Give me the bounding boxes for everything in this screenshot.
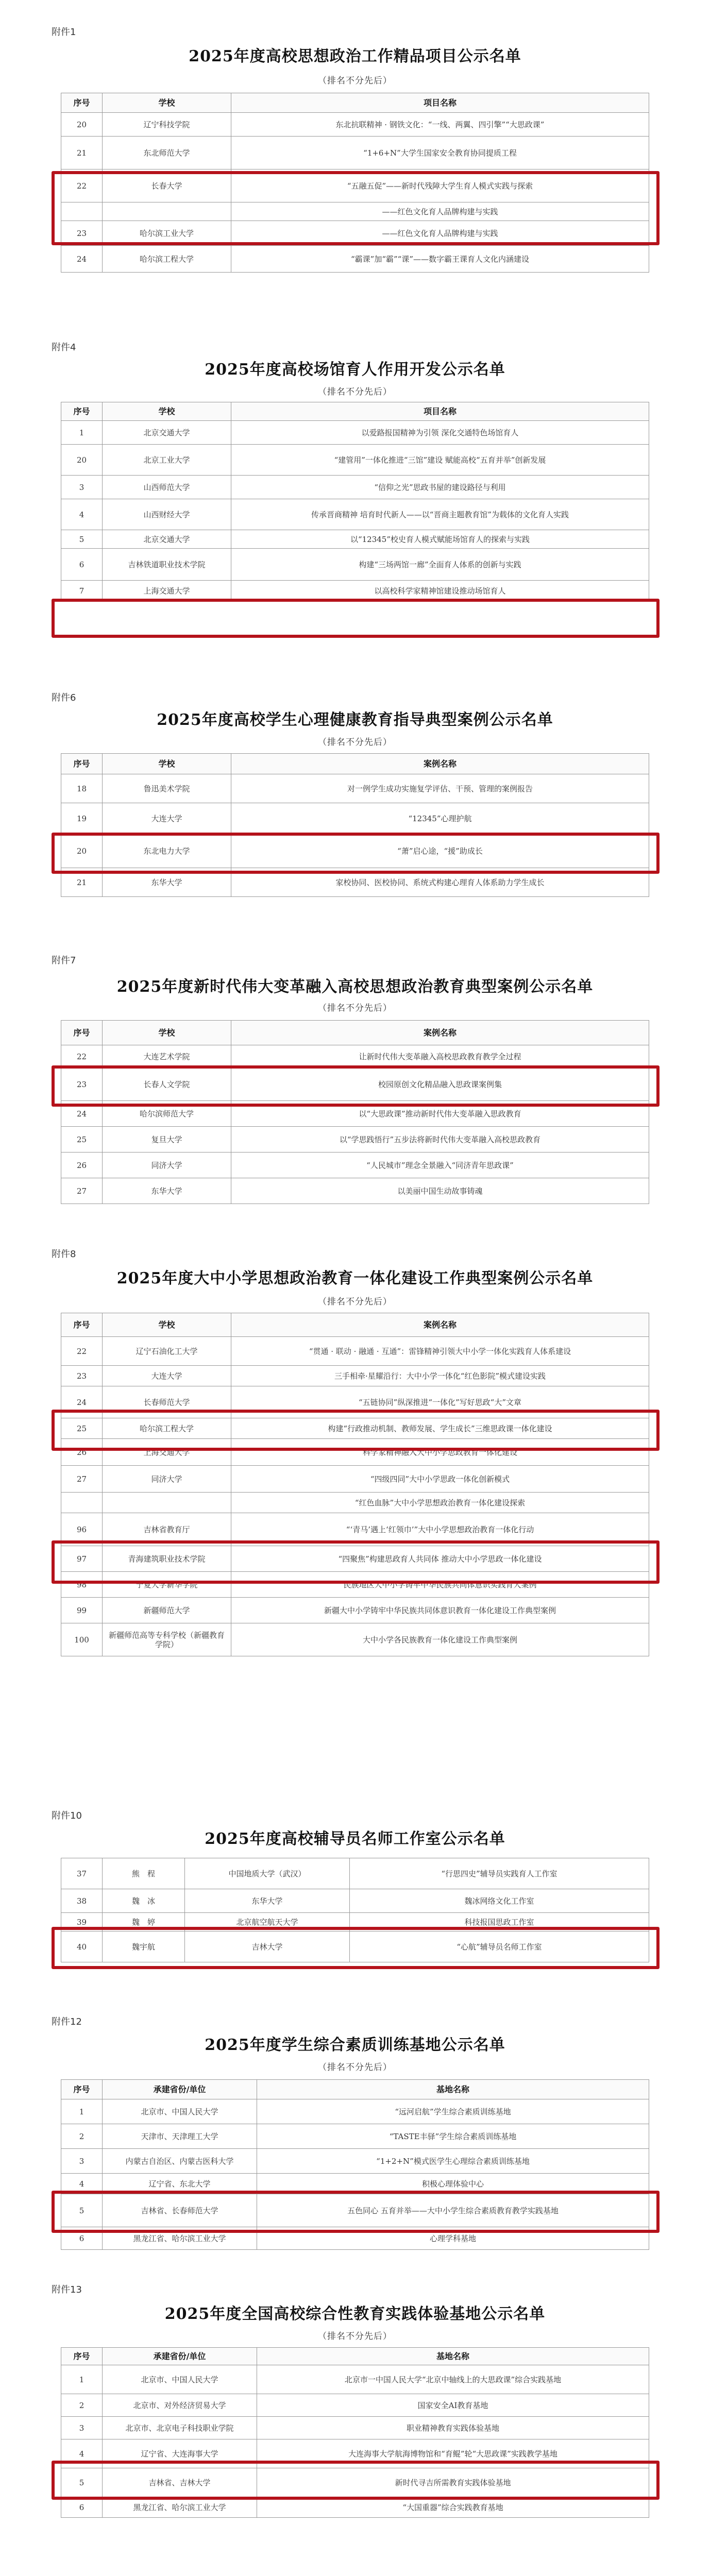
- table-row: [61, 834, 649, 868]
- case-name: 科学家精神融入大中小学思政教育一体化建设: [231, 1439, 649, 1466]
- school-name: 东北电力大学: [103, 834, 231, 868]
- row-number: 38: [61, 1889, 103, 1913]
- case-name: “五链协同”纵深推进“一体化”写好思政“大”文章: [231, 1386, 649, 1418]
- builder-unit: 辽宁省、大连海事大学: [103, 2439, 257, 2468]
- studio-name: 魏冰网络文化工作室: [350, 1889, 649, 1913]
- case-name: 以美丽中国生动故事铸魂: [231, 1178, 649, 1204]
- base-name: “大国重器”综合实践教育基地: [257, 2497, 649, 2518]
- header-cell: 序号: [61, 1021, 103, 1045]
- row-number: 27: [61, 1466, 103, 1493]
- table-row: [61, 1513, 649, 1546]
- table-row: [61, 1153, 649, 1178]
- ranking-note: （排名不分先后）: [318, 1297, 392, 1307]
- row-number: 21: [61, 868, 103, 897]
- case-name: “贯通 · 联动 · 融通 · 互通”：雷锋精神引领大中小学一体化实践育人体系建设: [231, 1337, 649, 1366]
- case-name: 让新时代伟大变革融入高校思政教育教学全过程: [231, 1045, 649, 1068]
- row-number: 6: [61, 549, 103, 581]
- case-name: “萧”启心途，“援”助成长: [231, 834, 649, 868]
- ranking-note: （排名不分先后）: [318, 2062, 392, 2073]
- project-name: “建管用”一体化推进“三馆”建设 赋能高校“五育并举”创新发展: [231, 445, 649, 476]
- ranking-note: （排名不分先后）: [318, 1003, 392, 1013]
- school-name: 吉林铁道职业技术学院: [103, 549, 231, 581]
- school-name: 东北师范大学: [103, 137, 231, 170]
- table-row: [61, 1598, 649, 1623]
- builder-unit: 黑龙江省、哈尔滨工业大学: [103, 2497, 257, 2518]
- school-name: 宁夏大学新华学院: [103, 1572, 231, 1598]
- project-name: 传承晋商精神 培育时代新人——以“晋商主题教育馆”为载体的文化育人实践: [231, 499, 649, 530]
- section-attachment-6: [0, 680, 710, 938]
- section-attachment-13: [0, 2272, 710, 2550]
- row-number: 5: [61, 2468, 103, 2497]
- school-name: 上海交通大学: [103, 1439, 231, 1466]
- table-row: [61, 1931, 649, 1962]
- school-name: 哈尔滨师范大学: [103, 1101, 231, 1127]
- header-cell: 序号: [61, 754, 103, 774]
- case-name: 校园原创文化精品融入思政课案例集: [231, 1068, 649, 1101]
- school-name: 大连艺术学院: [103, 1045, 231, 1068]
- project-name: “霸课”加“霸”“课”——数字霸王课育人文化内涵建设: [231, 246, 649, 273]
- header-cell: 承建省份/单位: [103, 2348, 257, 2365]
- case-name: “四聚焦”构建思政育人共同体 推动大中小学思政一体化建设: [231, 1546, 649, 1572]
- table-row: [61, 1546, 649, 1572]
- school-name: [103, 202, 231, 221]
- case-name: “红色血脉”大中小学思想政治教育一体化建设探索: [231, 1493, 649, 1513]
- case-name: “四级四同”大中小学思政一体化创新模式: [231, 1466, 649, 1493]
- case-name: 以“学思践悟行”五步法将新时代伟大变革融入高校思政教育: [231, 1127, 649, 1153]
- school-name: 上海交通大学: [103, 581, 231, 601]
- school-name: 北京工业大学: [103, 445, 231, 476]
- school-name: 吉林大学: [185, 1931, 350, 1962]
- table-row: [61, 137, 649, 170]
- builder-unit: 北京市、中国人民大学: [103, 2099, 257, 2124]
- row-number: 24: [61, 1101, 103, 1127]
- case-name: 新疆大中小学铸牢中华民族共同体意识教育一体化建设工作典型案例: [231, 1598, 649, 1623]
- school-name: 新疆师范大学: [103, 1598, 231, 1623]
- table-row: [61, 1337, 649, 1366]
- attachment-label: 附件1: [52, 27, 76, 38]
- attachment-label: 附件13: [52, 2284, 82, 2295]
- table-row: [61, 2124, 649, 2149]
- attachment-label: 附件12: [52, 2016, 82, 2027]
- case-name: “12345”心理护航: [231, 803, 649, 834]
- header-cell: 基地名称: [257, 2080, 649, 2099]
- table-row: [61, 2174, 649, 2194]
- row-number: 4: [61, 2439, 103, 2468]
- table-row: [61, 2439, 649, 2468]
- table-row: [61, 1493, 649, 1513]
- school-name: 北京交通大学: [103, 421, 231, 445]
- base-name: 大连海事大学航海博物馆和“育鲲”轮“大思政课”实践教学基地: [257, 2439, 649, 2468]
- table-header: [61, 2348, 649, 2365]
- ranking-note: （排名不分先后）: [318, 2331, 392, 2342]
- project-name: 东北抗联精神 · 钢铁文化：“一线、两翼、四引擎”“大思政课”: [231, 113, 649, 137]
- attachment-label: 附件4: [52, 342, 76, 353]
- ranking-note: （排名不分先后）: [318, 387, 392, 397]
- row-number: [61, 1493, 103, 1513]
- base-name: 心理学科基地: [257, 2227, 649, 2250]
- header-cell: 序号: [61, 93, 103, 113]
- school-name: 鲁迅美术学院: [103, 774, 231, 803]
- header-cell: 案例名称: [231, 1313, 649, 1337]
- row-number: 5: [61, 530, 103, 549]
- case-name: 大中小学各民族教育一体化建设工作典型案例: [231, 1623, 649, 1656]
- school-name: 东华大学: [103, 868, 231, 897]
- section-attachment-8: [0, 1236, 710, 1752]
- counselor-name: 魏 冰: [103, 1889, 185, 1913]
- row-number: 39: [61, 1913, 103, 1931]
- project-name: 以高校科学家精神馆建设推动场馆育人: [231, 581, 649, 601]
- row-number: 98: [61, 1572, 103, 1598]
- row-number: 18: [61, 774, 103, 803]
- header-cell: 案例名称: [231, 754, 649, 774]
- table-row: [61, 421, 649, 445]
- base-name: 职业精神教育实践体验基地: [257, 2417, 649, 2439]
- list-table: [61, 2079, 649, 2250]
- studio-name: “心航”辅导员名师工作室: [350, 1931, 649, 1962]
- list-table: [61, 2347, 649, 2518]
- counselor-name: 熊 程: [103, 1858, 185, 1889]
- table-header: [61, 402, 649, 421]
- case-name: 以“大思政课”推动新时代伟大变革融入思政教育: [231, 1101, 649, 1127]
- table-row: [61, 1572, 649, 1598]
- section-attachment-4: [0, 330, 710, 670]
- section-title: 2025年度高校思想政治工作精品项目公示名单: [189, 47, 521, 65]
- ranking-note: （排名不分先后）: [318, 737, 392, 748]
- school-name: 东华大学: [185, 1889, 350, 1913]
- table-row: [61, 2099, 649, 2124]
- table-row: [61, 202, 649, 221]
- school-name: 山西财经大学: [103, 499, 231, 530]
- row-number: 2: [61, 2124, 103, 2149]
- school-name: 哈尔滨工业大学: [103, 221, 231, 246]
- school-name: 北京航空航天大学: [185, 1913, 350, 1931]
- project-name: ——红色文化育人品牌构建与实践: [231, 202, 649, 221]
- row-number: 20: [61, 113, 103, 137]
- project-name: 构建“三场两馆一廊”全面育人体系的创新与实践: [231, 549, 649, 581]
- row-number: 24: [61, 1386, 103, 1418]
- table-row: [61, 1418, 649, 1439]
- table-row: [61, 2227, 649, 2250]
- table-row: [61, 2417, 649, 2439]
- table-row: [61, 2194, 649, 2227]
- project-name: “1+6+N”大学生国家安全教育协同提质工程: [231, 137, 649, 170]
- school-name: 大连大学: [103, 1366, 231, 1386]
- builder-unit: 辽宁省、东北大学: [103, 2174, 257, 2194]
- case-name: 三手相牵·星耀沿行：大中小学一体化“红色影院”模式建设实践: [231, 1366, 649, 1386]
- row-number: 3: [61, 2417, 103, 2439]
- table-row: [61, 1101, 649, 1127]
- row-number: 25: [61, 1127, 103, 1153]
- row-number: 23: [61, 1366, 103, 1386]
- table-row: [61, 1127, 649, 1153]
- section-title: 2025年度高校辅导员名师工作室公示名单: [205, 1830, 505, 1848]
- header-cell: 学校: [103, 93, 231, 113]
- header-cell: 承建省份/单位: [103, 2080, 257, 2099]
- section-attachment-10: [0, 1772, 710, 1994]
- header-cell: 项目名称: [231, 402, 649, 421]
- row-number: 4: [61, 2174, 103, 2194]
- case-name: 民族地区大中小学铸牢中华民族共同体意识实践育人案例: [231, 1572, 649, 1598]
- project-name: ——红色文化育人品牌构建与实践: [231, 221, 649, 246]
- school-name: 长春大学: [103, 170, 231, 202]
- row-number: 97: [61, 1546, 103, 1572]
- case-name: 构建“行政推动机制、教师发展、学生成长”三维思政课一体化建设: [231, 1418, 649, 1439]
- row-number: 4: [61, 499, 103, 530]
- table-row: [61, 2365, 649, 2394]
- school-name: 辽宁石油化工大学: [103, 1337, 231, 1366]
- project-name: 以“12345”校史育人模式赋能场馆育人的探索与实践: [231, 530, 649, 549]
- row-number: 22: [61, 1337, 103, 1366]
- project-name: “信仰之光”思政书屋的建设路径与利用: [231, 476, 649, 499]
- school-name: 辽宁科技学院: [103, 113, 231, 137]
- row-number: 23: [61, 221, 103, 246]
- builder-unit: 天津市、天津理工大学: [103, 2124, 257, 2149]
- school-name: 哈尔滨工程大学: [103, 1418, 231, 1439]
- section-title: 2025年度高校学生心理健康教育指导典型案例公示名单: [157, 711, 553, 729]
- school-name: 大连大学: [103, 803, 231, 834]
- table-row: [61, 1178, 649, 1204]
- header-cell: 序号: [61, 2348, 103, 2365]
- row-number: 6: [61, 2497, 103, 2518]
- school-name: 哈尔滨工程大学: [103, 246, 231, 273]
- table-row: [61, 1439, 649, 1466]
- table-row: [61, 170, 649, 202]
- section-title: 2025年度高校场馆育人作用开发公示名单: [205, 361, 505, 379]
- row-number: 3: [61, 2149, 103, 2174]
- attachment-label: 附件6: [52, 692, 76, 703]
- row-number: 25: [61, 1418, 103, 1439]
- row-number: 21: [61, 137, 103, 170]
- section-attachment-1: [0, 0, 710, 319]
- table-row: [61, 476, 649, 499]
- list-table: [61, 1020, 649, 1204]
- base-name: “TASTE丰驿”学生综合素质训练基地: [257, 2124, 649, 2149]
- table-row: [61, 221, 649, 246]
- table-row: [61, 549, 649, 581]
- section-title: 2025年度学生综合素质训练基地公示名单: [205, 2036, 505, 2054]
- table-row: [61, 246, 649, 273]
- section-attachment-14: [0, 2555, 710, 2576]
- attachment-label: 附件7: [52, 955, 76, 966]
- row-number: 20: [61, 834, 103, 868]
- row-number: 6: [61, 2227, 103, 2250]
- table-header: [61, 93, 649, 113]
- row-number: 24: [61, 246, 103, 273]
- base-name: 积极心理体验中心: [257, 2174, 649, 2194]
- case-name: 对一例学生成功实施复学评估、干预、管理的案例报告: [231, 774, 649, 803]
- school-name: 吉林省教育厅: [103, 1513, 231, 1546]
- builder-unit: 黑龙江省、哈尔滨工业大学: [103, 2227, 257, 2250]
- table-row: [61, 530, 649, 549]
- table-row: [61, 868, 649, 897]
- row-number: 26: [61, 1153, 103, 1178]
- builder-unit: 吉林省、长春师范大学: [103, 2194, 257, 2227]
- row-number: 20: [61, 445, 103, 476]
- counselor-name: 魏 婷: [103, 1913, 185, 1931]
- row-number: 99: [61, 1598, 103, 1623]
- table-row: [61, 803, 649, 834]
- table-row: [61, 581, 649, 601]
- school-name: 长春人文学院: [103, 1068, 231, 1101]
- studio-name: “行思四史”辅导员实践育人工作室: [350, 1858, 649, 1889]
- school-name: [103, 1493, 231, 1513]
- header-cell: 序号: [61, 2080, 103, 2099]
- row-number: 23: [61, 1068, 103, 1101]
- row-number: 7: [61, 581, 103, 601]
- table-row: [61, 1366, 649, 1386]
- base-name: 北京市一中国人民大学“北京中轴线上的大思政课”综合实践基地: [257, 2365, 649, 2394]
- case-name: 家校协同、医校协同、系统式构建心理育人体系助力学生成长: [231, 868, 649, 897]
- row-number: 5: [61, 2194, 103, 2227]
- header-cell: 学校: [103, 754, 231, 774]
- school-name: 同济大学: [103, 1153, 231, 1178]
- table-row: [61, 2394, 649, 2417]
- row-number: 40: [61, 1931, 103, 1962]
- ranking-note: （排名不分先后）: [318, 76, 392, 86]
- list-table: [61, 753, 649, 897]
- builder-unit: 北京市、北京电子科技职业学院: [103, 2417, 257, 2439]
- list-table: [61, 1313, 649, 1656]
- counselor-name: 魏宇航: [103, 1931, 185, 1962]
- section-attachment-7: [0, 943, 710, 1231]
- table-row: [61, 1466, 649, 1493]
- case-name: “‘青马’遇上‘红领巾’”大中小学思想政治教育一体化行动: [231, 1513, 649, 1546]
- row-number: 22: [61, 170, 103, 202]
- builder-unit: 吉林省、吉林大学: [103, 2468, 257, 2497]
- school-name: 长春师范大学: [103, 1386, 231, 1418]
- table-row: [61, 445, 649, 476]
- school-name: 青海建筑职业技术学院: [103, 1546, 231, 1572]
- table-header: [61, 1021, 649, 1045]
- builder-unit: 北京市、对外经济贸易大学: [103, 2394, 257, 2417]
- table-row: [61, 2497, 649, 2518]
- table-row: [61, 1889, 649, 1913]
- school-name: 复旦大学: [103, 1127, 231, 1153]
- table-row: [61, 1068, 649, 1101]
- school-name: 东华大学: [103, 1178, 231, 1204]
- attachment-label: 附件8: [52, 1249, 76, 1260]
- base-name: “远河启航”学生综合素质训练基地: [257, 2099, 649, 2124]
- table-row: [61, 113, 649, 137]
- row-number: 96: [61, 1513, 103, 1546]
- table-header: [61, 754, 649, 774]
- row-number: 19: [61, 803, 103, 834]
- school-name: 北京交通大学: [103, 530, 231, 549]
- base-name: 国家安全AI教育基地: [257, 2394, 649, 2417]
- row-number: 1: [61, 421, 103, 445]
- table-row: [61, 2149, 649, 2174]
- table-row: [61, 774, 649, 803]
- header-cell: 基地名称: [257, 2348, 649, 2365]
- table-header: [61, 1313, 649, 1337]
- header-cell: 学校: [103, 1021, 231, 1045]
- case-name: “人民城市”理念全景融入“同济青年思政课”: [231, 1153, 649, 1178]
- row-number: 27: [61, 1178, 103, 1204]
- school-name: 山西师范大学: [103, 476, 231, 499]
- row-number: 22: [61, 1045, 103, 1068]
- table-row: [61, 1045, 649, 1068]
- row-number: 1: [61, 2099, 103, 2124]
- attachment-label: 附件10: [52, 1810, 82, 1821]
- row-number: 3: [61, 476, 103, 499]
- row-number: 1: [61, 2365, 103, 2394]
- table-row: [61, 1623, 649, 1656]
- highlight-box: [52, 599, 660, 638]
- row-number: 26: [61, 1439, 103, 1466]
- row-number: 2: [61, 2394, 103, 2417]
- table-row: [61, 1858, 649, 1889]
- row-number: 100: [61, 1623, 103, 1656]
- studio-name: 科技报国思政工作室: [350, 1913, 649, 1931]
- table-row: [61, 2468, 649, 2497]
- header-cell: 案例名称: [231, 1021, 649, 1045]
- builder-unit: 内蒙古自治区、内蒙古医科大学: [103, 2149, 257, 2174]
- section-title: 2025年度全国高校综合性教育实践体验基地公示名单: [164, 2305, 546, 2323]
- school-name: 新疆师范高等专科学校（新疆教育学院）: [103, 1623, 231, 1656]
- row-number: 37: [61, 1858, 103, 1889]
- table-row: [61, 499, 649, 530]
- list-table: [61, 402, 649, 601]
- header-cell: 学校: [103, 402, 231, 421]
- table-row: [61, 1386, 649, 1418]
- project-name: “五融五促”——新时代残障大学生育人模式实践与探索: [231, 170, 649, 202]
- base-name: 新时代寻吉所需教育实践体验基地: [257, 2468, 649, 2497]
- builder-unit: 北京市、中国人民大学: [103, 2365, 257, 2394]
- list-table: [61, 1858, 649, 1962]
- header-cell: 项目名称: [231, 93, 649, 113]
- row-number: [61, 202, 103, 221]
- list-table: [61, 93, 649, 273]
- base-name: 五色同心 五育并举——大中小学生综合素质教育教学实践基地: [257, 2194, 649, 2227]
- header-cell: 序号: [61, 1313, 103, 1337]
- section-attachment-12: [0, 2004, 710, 2262]
- school-name: 中国地质大学（武汉）: [185, 1858, 350, 1889]
- section-title: 2025年度大中小学思想政治教育一体化建设工作典型案例公示名单: [116, 1269, 594, 1287]
- section-title: 2025年度新时代伟大变革融入高校思想政治教育典型案例公示名单: [116, 978, 594, 996]
- header-cell: 序号: [61, 402, 103, 421]
- school-name: 同济大学: [103, 1466, 231, 1493]
- table-header: [61, 2080, 649, 2099]
- table-row: [61, 1913, 649, 1931]
- project-name: 以爱路报国精神为引领 深化交通特色场馆育人: [231, 421, 649, 445]
- header-cell: 学校: [103, 1313, 231, 1337]
- base-name: “1+2+N”模式医学生心理综合素质训练基地: [257, 2149, 649, 2174]
